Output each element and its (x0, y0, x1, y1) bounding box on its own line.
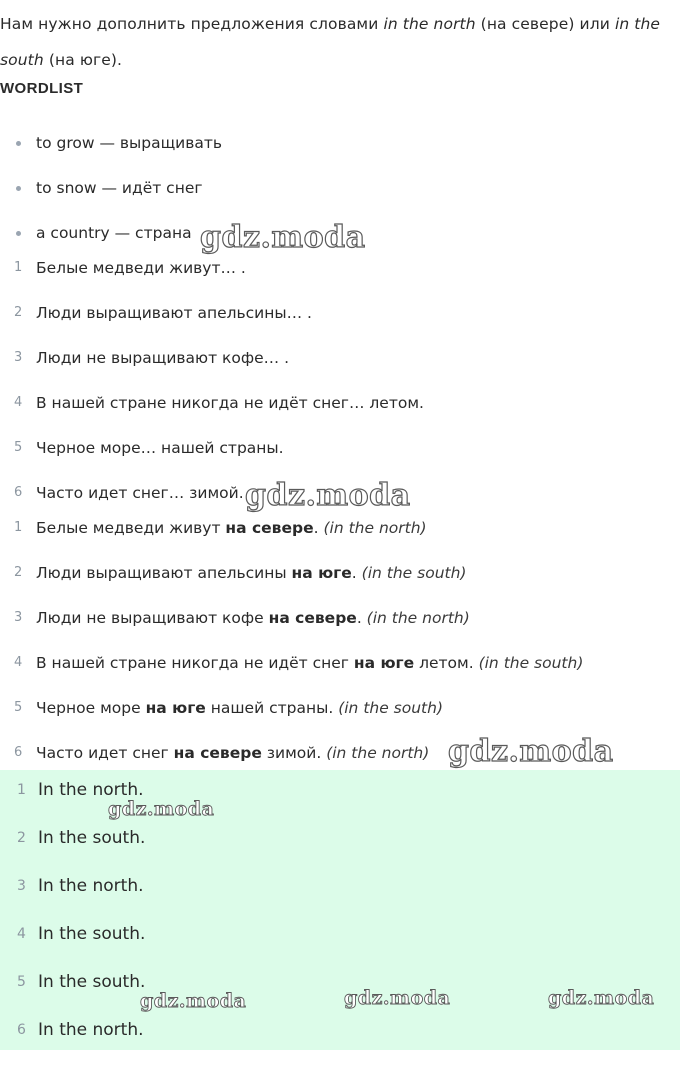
intro-south: in the south (0, 15, 661, 69)
solution-hint: (in the south) (333, 699, 444, 717)
solution-text (36, 561, 466, 585)
answer-text: In the south. (38, 924, 146, 944)
solution-number: 3 (14, 610, 23, 625)
watermark: gdz.moda (344, 987, 451, 1009)
solution-hint: (in the north) (321, 744, 430, 762)
intro-text-1: Нам нужно дополнить предложения словами (0, 15, 384, 33)
wordlist-item-text: a country — страна (36, 224, 192, 242)
answer-number: 5 (17, 974, 26, 990)
answer-number: 4 (17, 926, 26, 942)
solution-hint: (in the south) (356, 564, 467, 582)
intro-text-3: (на юге). (43, 51, 123, 69)
answer-text: In the south. (38, 972, 146, 992)
solution-post: . (313, 519, 319, 537)
answer-number: 1 (17, 782, 26, 798)
task-text: Черное море… нашей страны. (36, 439, 284, 457)
intro-paragraph (0, 6, 672, 78)
solution-answer: на юге (353, 654, 415, 672)
solution-hint: (in the north) (318, 519, 427, 537)
bullet-icon (16, 186, 21, 191)
solution-pre: В нашей стране никогда не идёт снег (36, 654, 354, 672)
intro-text-2: (на севере) или (475, 15, 615, 33)
solution-text (36, 696, 443, 720)
watermark: gdz.moda (200, 220, 366, 255)
solution-answer: на севере (268, 609, 357, 627)
task-number: 5 (14, 440, 23, 455)
solution-pre: Черное море (36, 699, 146, 717)
wordlist-title: WORDLIST (0, 80, 84, 97)
intro-north: in the north (383, 15, 476, 33)
task-number: 2 (14, 305, 23, 320)
task-number: 1 (14, 260, 23, 275)
solution-answer: на юге (145, 699, 206, 717)
solution-number: 6 (14, 745, 23, 760)
task-number: 3 (14, 350, 23, 365)
answer-number: 2 (17, 830, 26, 846)
task-number: 4 (14, 395, 23, 410)
bullet-icon (16, 141, 21, 146)
solution-number: 5 (14, 700, 23, 715)
solution-answer: на севере (173, 744, 262, 762)
solution-post: . (356, 609, 362, 627)
solution-text (36, 606, 470, 630)
wordlist-item-text: to grow — выращивать (36, 134, 223, 152)
task-text: Люди выращивают апельсины… . (36, 304, 312, 322)
task-text: Часто идет снег… зимой. (36, 484, 244, 502)
solution-pre: Люди выращивают апельсины (36, 564, 292, 582)
solution-post: зимой. (261, 744, 322, 762)
solution-hint: (in the south) (473, 654, 584, 672)
answer-text: In the north. (38, 780, 144, 800)
task-text: Люди не выращивают кофе… . (36, 349, 290, 367)
task-text: Белые медведи живут… . (36, 259, 246, 277)
answer-text: In the north. (38, 876, 144, 896)
answer-text: In the south. (38, 828, 146, 848)
watermark: gdz.moda (108, 798, 215, 820)
solution-pre: Часто идет снег (36, 744, 174, 762)
watermark: gdz.moda (548, 987, 655, 1009)
solution-post: нашей страны. (205, 699, 334, 717)
solution-number: 4 (14, 655, 23, 670)
solution-text (36, 516, 427, 540)
solution-answer: на юге (291, 564, 352, 582)
answer-number: 3 (17, 878, 26, 894)
solution-pre: Белые медведи живут (36, 519, 226, 537)
solution-number: 2 (14, 565, 23, 580)
answer-number: 6 (17, 1022, 26, 1038)
answer-text: In the north. (38, 1020, 144, 1040)
task-text: В нашей стране никогда не идёт снег… летом. (36, 394, 424, 412)
solution-number: 1 (14, 520, 23, 535)
solution-text (36, 651, 583, 675)
wordlist-item-text: to snow — идёт снег (36, 179, 203, 197)
solution-text (36, 741, 429, 765)
watermark: gdz.moda (448, 734, 614, 769)
task-number: 6 (14, 485, 23, 500)
solution-post: летом. (414, 654, 474, 672)
bullet-icon (16, 231, 21, 236)
solution-pre: Люди не выращивают кофе (36, 609, 269, 627)
solution-hint: (in the north) (361, 609, 470, 627)
watermark: gdz.moda (140, 990, 247, 1012)
solution-post: . (351, 564, 357, 582)
watermark: gdz.moda (245, 478, 411, 513)
solution-answer: на севере (225, 519, 314, 537)
